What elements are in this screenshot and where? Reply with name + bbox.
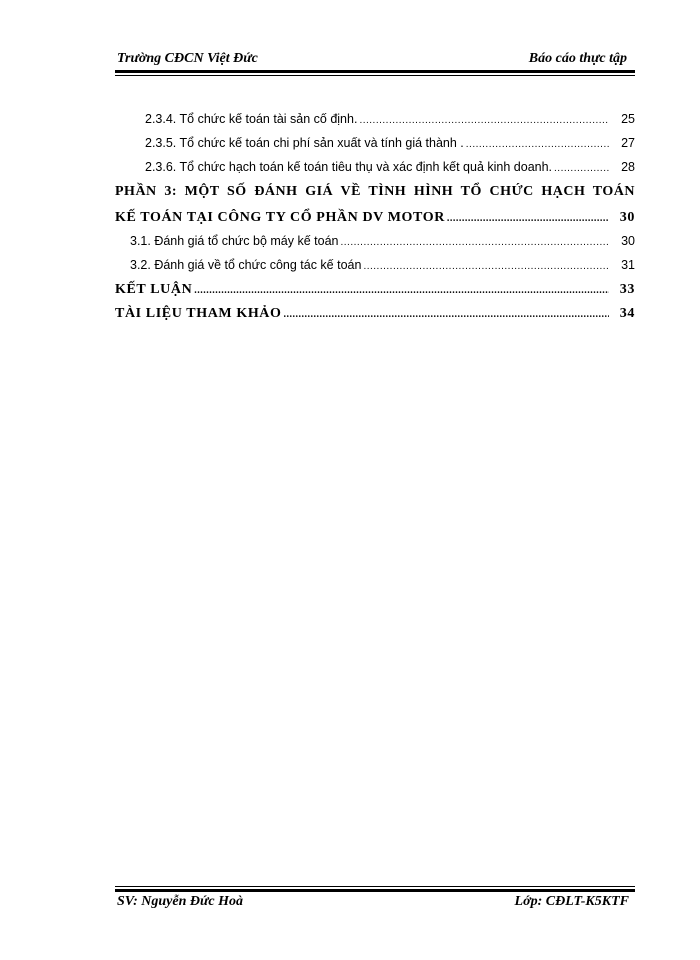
toc-entry-label: 2.3.5. Tổ chức kế toán chi phí sản xuất và tính giá thành . <box>145 136 464 150</box>
toc-part3-title-line1: PHẦN 3: MỘT SỐ ĐÁNH GIÁ VỀ TÌNH HÌNH TỔ CHỨC HẠCH TOÁN <box>115 184 635 199</box>
toc-entry-page: 30 <box>621 234 635 248</box>
toc-entry-page: 25 <box>621 112 635 126</box>
toc-entry-3-2 <box>115 258 635 282</box>
toc-entry-label: 2.3.4. Tổ chức kế toán tài sản cố định. <box>145 112 358 126</box>
toc-entry-page: 28 <box>621 160 635 174</box>
toc-entry-2-3-6 <box>115 160 635 184</box>
toc-entry-2-3-4 <box>115 112 635 136</box>
toc-part3-title-line2: KẾ TOÁN TẠI CÔNG TY CỔ PHẦN DV MOTOR <box>115 210 445 225</box>
toc-leader-dots <box>466 139 609 150</box>
toc-leader-dots <box>363 261 609 272</box>
toc-entry-label: 3.1. Đánh giá tổ chức bộ máy kế toán <box>130 234 339 248</box>
toc-entry-part3 <box>115 210 635 234</box>
toc-leader-dots <box>284 309 609 320</box>
toc-entry-label: 2.3.6. Tổ chức hạch toán kế toán tiêu thụ và xác định kết quả kinh doanh. <box>145 160 553 174</box>
toc-entry-label: KẾT LUẬN <box>115 282 193 297</box>
footer-rule-thick <box>115 889 635 892</box>
table-of-contents <box>115 112 635 330</box>
toc-entry-page: 30 <box>619 210 635 225</box>
footer-student: SV: Nguyễn Đức Hoà <box>117 894 243 909</box>
header-rule-thick <box>115 70 635 73</box>
toc-entry-label: 3.2. Đánh giá về tổ chức công tác kế toán <box>130 258 362 272</box>
toc-entry-references <box>115 306 635 330</box>
footer-rule-thin <box>115 886 635 887</box>
toc-entry-page: 31 <box>621 258 635 272</box>
header-rule-thin <box>115 75 635 76</box>
toc-leader-dots <box>554 163 609 174</box>
toc-entry-2-3-5 <box>115 136 635 160</box>
toc-entry-conclusion <box>115 282 635 306</box>
header-school: Trường CĐCN Việt Đức <box>117 51 258 66</box>
footer-class: Lớp: CĐLT-K5KTF <box>514 894 629 909</box>
toc-leader-dots <box>194 285 609 296</box>
toc-leader-dots <box>359 115 609 126</box>
toc-entry-3-1 <box>115 234 635 258</box>
page-header <box>115 50 633 70</box>
toc-leader-dots <box>341 237 610 248</box>
header-report-title: Báo cáo thực tập <box>528 51 627 66</box>
toc-entry-page: 34 <box>619 306 635 321</box>
toc-entry-page: 27 <box>621 136 635 150</box>
toc-leader-dots <box>447 213 609 224</box>
toc-entry-label: TÀI LIỆU THAM KHẢO <box>115 306 282 321</box>
toc-entry-page: 33 <box>619 282 635 297</box>
